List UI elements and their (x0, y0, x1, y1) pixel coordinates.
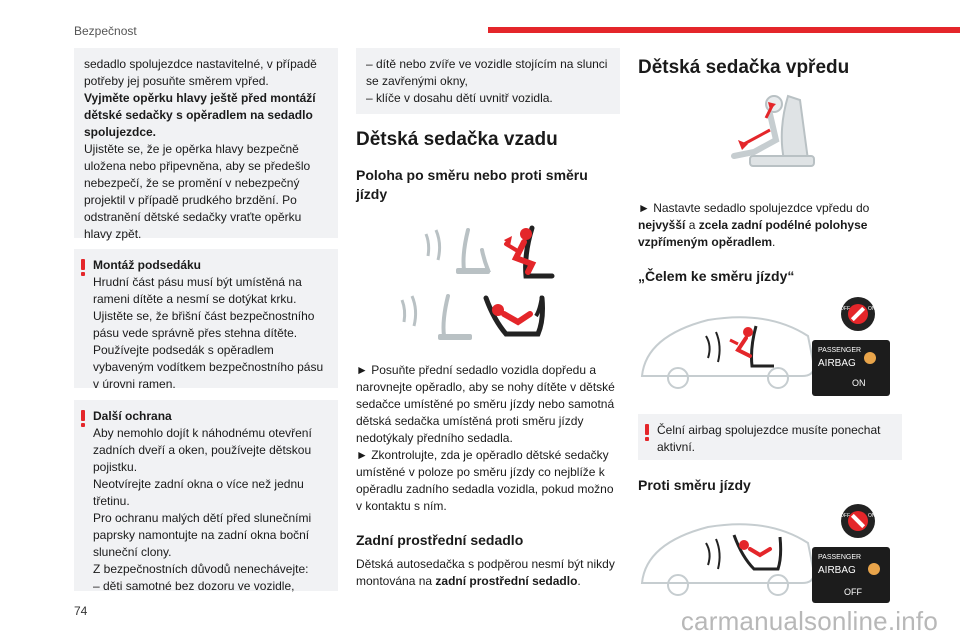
warning-box-airbag (638, 414, 902, 460)
warning-icon (80, 410, 86, 426)
paragraph-check-seat: ► Zkontrolujte, zda je opěradlo dětské sedačky umístěné v poloze po směru jízdy co nejblíže k opěradlu zadního sedadla vozidla, pokud možno v kontaktu s ním. (356, 448, 614, 513)
forward-facing-car-illustration (638, 296, 902, 400)
warning-icon (644, 424, 650, 440)
rear-facing-figure (402, 296, 543, 340)
box-text: sedadlo spolujezdce nastavitelné, v případě potřeby jej posuňte směrem vpřed. (84, 57, 317, 88)
warning-text: – děti samotné bez dozoru ve vozidle, (93, 579, 295, 593)
warning-title: Montáž podsedáku (93, 258, 202, 272)
indicator-line2: AIRBAG (818, 358, 856, 369)
airbag-switch-icon (840, 504, 876, 538)
indicator-line2: AIRBAG (818, 565, 856, 576)
column-1 (74, 48, 338, 591)
warning-text: Pro ochranu malých dětí před slunečními paprsky namontujte na zadní okna boční sluneční clony. (93, 511, 312, 559)
switch-label-on: ON (868, 306, 876, 312)
watermark: carmanualsonline.info (680, 606, 938, 636)
paragraph-move-seat: ► Posuňte přední sedadlo vozidla dopředu a narovnejte opěradlo, aby se nohy dítěte v dětské sedačce umístěné po směru jízdy nebo samotná dětská sedačka umístěná proti směru jízdy nedotýkaly předního sedadla. (356, 363, 615, 445)
rear-seat-illustration (356, 214, 620, 350)
info-box-headrest (74, 48, 338, 241)
warning-text: Čelní airbag spolujezdce musíte ponechat aktivní. (657, 423, 881, 454)
heading-front-seat: Dětská sedačka vpředu (638, 57, 850, 78)
subheading-forward-facing: „Čelem ke směru jízdy“ (638, 268, 795, 284)
warning-text: Neotvírejte zadní okna o více než jednu třetinu. (93, 477, 304, 508)
box-text: – dítě nebo zvíře ve vozidle stojícím na slunci se zavřenými okny, (366, 57, 608, 88)
info-box-continued (356, 48, 620, 114)
column-2 (356, 48, 620, 590)
paragraph-front-seat: ► Nastavte sedadlo spolujezdce vpředu do nejvyšší a zcela zadní podélné polohyse vzpřímeným opěradlem. (638, 201, 870, 249)
paragraph-middle-seat: Dětská autosedačka s podpěrou nesmí být nikdy montována na zadní prostřední sedadlo. (356, 557, 615, 588)
warning-text: Hrudní část pásu musí být umístěná na rameni dítěte a nesmí se dotýkat krku. Ujistěte se, že břišní část bezpečnostního pásu vede správně přes stehna dítěte. Používejte podsedák s opěradlem vybaveným vodítkem bezpečnostního pásu v úrovni ramen. (93, 275, 324, 391)
column-3 (638, 48, 902, 607)
indicator-line3: OFF (844, 587, 862, 597)
box-text: – klíče v dosahu dětí uvnitř vozidla. (366, 91, 553, 105)
warning-box-protection (74, 400, 338, 591)
header-accent-bar (488, 27, 960, 33)
warning-text: Z bezpečnostních důvodů nenechávejte: (93, 562, 309, 576)
switch-label-off: OFF (840, 513, 850, 519)
subheading-rear-facing: Proti směru jízdy (638, 477, 751, 493)
airbag-on-indicator (812, 340, 890, 396)
page-number: 74 (74, 604, 88, 618)
indicator-line3: ON (852, 378, 866, 388)
indicator-line1: PASSENGER (818, 347, 862, 354)
switch-label-off: OFF (840, 306, 850, 312)
subheading-middle-seat: Zadní prostřední sedadlo (356, 532, 524, 548)
page-header (0, 0, 960, 40)
warning-box-booster (74, 249, 338, 391)
warning-icon (80, 259, 86, 275)
indicator-line1: PASSENGER (818, 554, 862, 561)
switch-label-on: ON (868, 513, 876, 519)
section-title: Bezpečnost (74, 24, 137, 38)
warning-title: Další ochrana (93, 409, 172, 423)
rear-facing-car-illustration (638, 503, 902, 607)
subheading-direction: Poloha po směru nebo proti směru jízdy (356, 167, 588, 202)
front-seat-illustration (638, 90, 902, 190)
heading-rear-seat: Dětská sedačka vzadu (356, 129, 558, 150)
airbag-off-indicator (812, 547, 890, 603)
forward-facing-figure (426, 228, 552, 276)
airbag-switch-icon (840, 297, 876, 331)
box-text: Ujistěte se, že je opěrka hlavy bezpečně uložena nebo připevněna, aby se předešlo nebezpečí, že se promění v nebezpečný projektil v případě prudkého brzdění. Po odstranění dětské sedačky vraťte opěrku hlavy zpět. (84, 142, 311, 241)
box-bold-text: Vyjměte opěrku hlavy ještě před montáží dětské sedačky s opěradlem na sedadlo spolujezdce. (84, 91, 316, 139)
warning-text: Aby nemohlo dojít k náhodnému otevření zadních dveří a oken, používejte dětskou pojistku. (93, 426, 312, 474)
